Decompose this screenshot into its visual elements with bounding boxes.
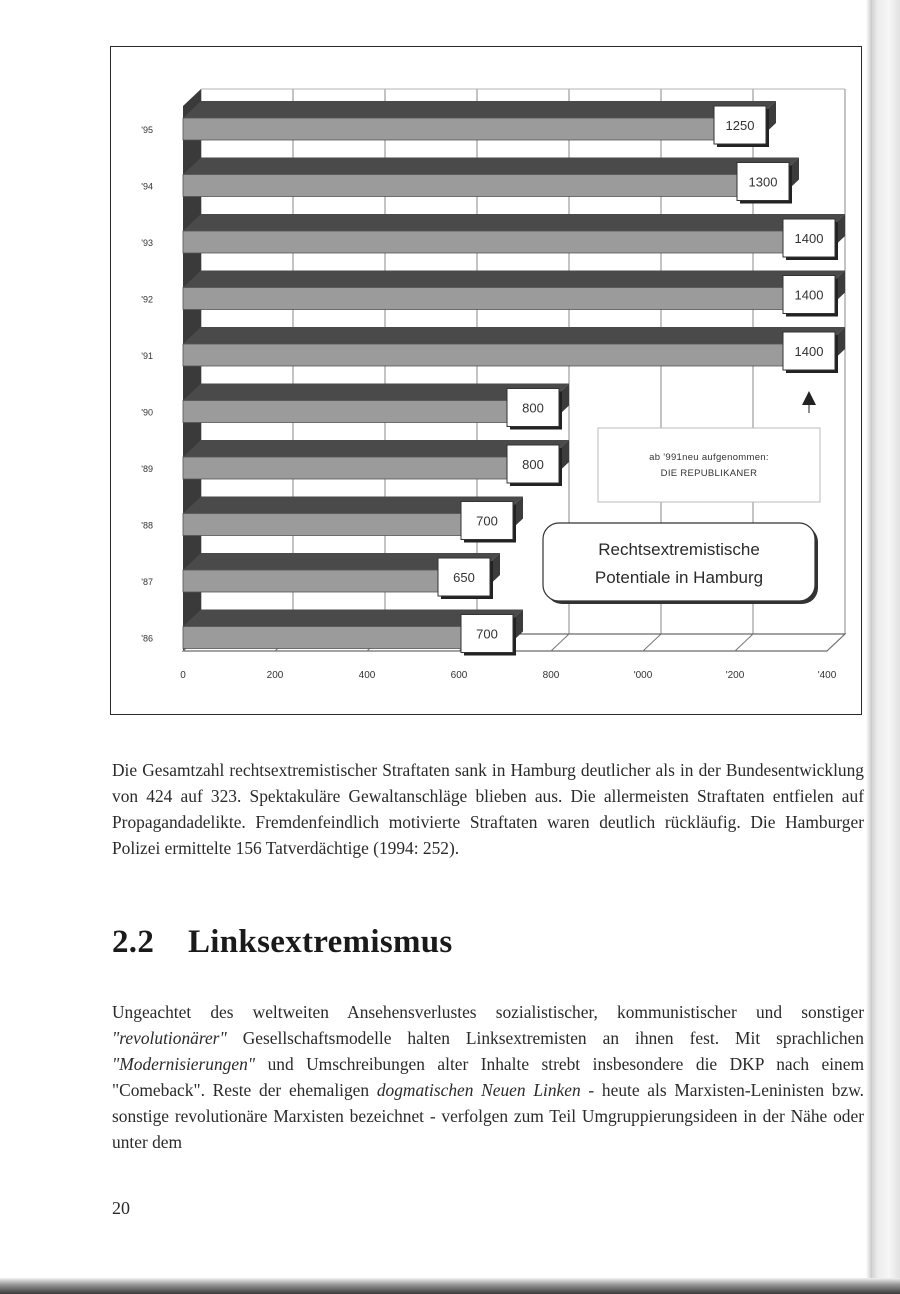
- category-label-1993: '93: [141, 238, 153, 248]
- data-label-1990: 800: [522, 400, 544, 416]
- annotation-arrow: [802, 391, 816, 405]
- data-label-1988: 700: [476, 513, 498, 529]
- p2-italic-neue-linke: dogmatischen Neuen Linken: [376, 1080, 581, 1101]
- x-tick-label-6: '200: [725, 670, 745, 681]
- data-label-1994: 1300: [748, 174, 778, 190]
- bar-1987: [183, 570, 482, 592]
- category-label-1988: '88: [141, 520, 153, 531]
- page-number: 20: [112, 1198, 130, 1218]
- data-label-1991: 1400: [794, 344, 824, 359]
- bar-chart: [111, 47, 860, 713]
- section-heading: [112, 924, 453, 961]
- category-label-1989: '89: [141, 464, 153, 474]
- p2-italic-revolutionaer: "revolutionärer": [112, 1028, 227, 1049]
- chart-title-line-0: Rechtsextremistische: [598, 540, 760, 559]
- bar-1988: [183, 514, 505, 536]
- category-label-1986: '86: [141, 633, 153, 644]
- paragraph-straftaten: Die Gesamtzahl rechtsextremistischer Straftaten sank in Hamburg deutlicher als in der Bundesentwicklung von 424 auf 323. Spektakuläre Gewaltanschläge blieben aus. Die allermeisten Straftaten entfielen auf Propagandadelikte. Fremdenfeindlich motivierte Straftaten waren deutlich rückläufig. Die Hamburger Polizei ermittelte 156 Tatverdächtige (1994: 252).: [112, 760, 864, 859]
- chart-frame: [110, 46, 862, 715]
- category-label-1992: '92: [141, 294, 153, 305]
- section-title: Linksextremismus: [188, 924, 453, 960]
- data-label-1995: 1250: [725, 118, 755, 133]
- data-label-1993: 1400: [794, 231, 824, 246]
- x-tick-label-5: '000: [633, 670, 653, 681]
- p2-text-a: Ungeachtet des weltweiten Ansehensverlustes sozialistischer, kommunistischer und sonstiger: [112, 1002, 864, 1023]
- x-tick-label-1: 200: [266, 670, 284, 681]
- bar-top-1992: [183, 271, 845, 288]
- bar-1995: [183, 118, 758, 140]
- p2-text-g: - heute als Marxisten-Leninisten bzw. sonstige revolutionäre Marxisten bezeichnet - verfolgen zum Teil Umgruppierungsideen in der Nähe oder unter dem: [112, 1080, 864, 1153]
- data-label-1986: 700: [476, 626, 498, 642]
- bar-1986: [183, 627, 505, 649]
- p2-italic-modernisierungen: "Modernisierungen": [112, 1054, 256, 1075]
- category-label-1994: '94: [141, 181, 153, 192]
- x-tick-label-4: 800: [542, 670, 560, 681]
- data-label-1992: 1400: [794, 287, 824, 303]
- facing-page-edge: [872, 0, 900, 1294]
- x-tick-label-3: 600: [450, 670, 468, 681]
- bar-top-1994: [183, 158, 799, 175]
- bar-1992: [183, 288, 827, 310]
- bar-top-1993: [183, 214, 845, 231]
- paragraph-linksextremismus: [112, 999, 864, 1155]
- p2-text-c: Gesellschaftsmodelle halten Linksextremisten an ihnen fest. Mit sprachlichen: [226, 1028, 864, 1049]
- title-box: [543, 523, 815, 601]
- data-label-1989: 800: [522, 457, 544, 472]
- annotation-box: [598, 428, 820, 502]
- x-tick-label-2: 400: [358, 670, 376, 681]
- annotation-line-1: DIE REPUBLIKANER: [660, 468, 758, 479]
- category-label-1995: '95: [141, 125, 153, 135]
- annotation-line-0: ab '991neu aufgenommen:: [649, 452, 769, 463]
- bar-1990: [183, 401, 551, 423]
- page-bottom-edge: [0, 1278, 900, 1294]
- x-tick-label-0: 0: [180, 670, 186, 681]
- p2-text-e: und Umschreibungen alter Inhalte strebt insbesondere die DKP nach einem "Comeback". Reste der ehemaligen: [112, 1054, 864, 1101]
- bar-1994: [183, 175, 781, 197]
- bar-1991: [183, 344, 827, 366]
- category-label-1991: '91: [141, 351, 153, 361]
- category-label-1987: '87: [141, 577, 153, 587]
- data-label-1987: 650: [453, 570, 475, 585]
- section-number: 2.2: [112, 924, 155, 960]
- bar-1989: [183, 457, 551, 479]
- chart-title-line-1: Potentiale in Hamburg: [594, 568, 764, 587]
- bar-1993: [183, 231, 827, 253]
- bar-top-1991: [183, 327, 845, 344]
- bar-top-1995: [183, 101, 776, 118]
- x-tick-label-7: '400: [817, 670, 837, 681]
- category-label-1990: '90: [141, 407, 153, 418]
